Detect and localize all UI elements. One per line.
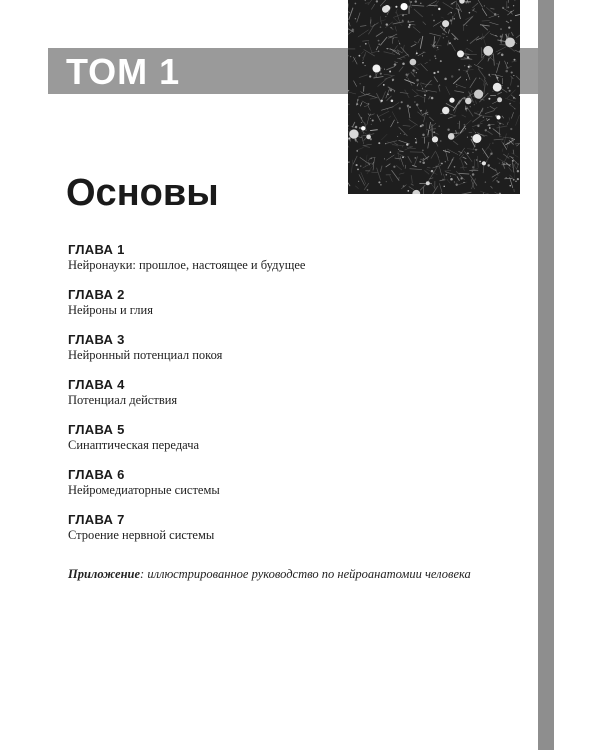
appendix-label: Приложение <box>68 567 141 581</box>
part-title: Основы <box>66 172 219 214</box>
chapter-title: Нейромедиаторные системы <box>68 483 220 497</box>
chapter-title: Потенциал действия <box>68 393 178 407</box>
chapter-title: Нейроны и глия <box>68 303 153 317</box>
chapter-label: ГЛАВА 7 <box>68 512 125 527</box>
chapter-label: ГЛАВА 5 <box>68 422 125 437</box>
chapter-item <box>68 332 528 377</box>
chapter-label: ГЛАВА 4 <box>68 377 125 392</box>
chapter-label: ГЛАВА 2 <box>68 287 125 302</box>
neuron-micrograph-image <box>348 0 520 194</box>
page-edge-bar <box>538 0 554 750</box>
volume-title: ТОМ 1 <box>66 51 181 92</box>
appendix-separator: : <box>140 567 148 581</box>
appendix-text: иллюстрированное руководство по нейроанатомии человека <box>147 567 471 581</box>
chapter-item <box>68 512 528 557</box>
chapter-item <box>68 467 528 512</box>
chapter-label: ГЛАВА 3 <box>68 332 125 347</box>
chapter-item <box>68 242 528 287</box>
chapter-item <box>68 287 528 332</box>
chapter-label: ГЛАВА 1 <box>68 242 125 257</box>
chapter-title: Строение нервной системы <box>68 528 215 542</box>
chapter-item <box>68 422 528 467</box>
chapter-item <box>68 377 528 422</box>
chapter-title: Нейронный потенциал покоя <box>68 348 223 362</box>
chapter-label: ГЛАВА 6 <box>68 467 125 482</box>
appendix-note <box>68 566 528 582</box>
chapter-title: Нейронауки: прошлое, настоящее и будущее <box>68 258 306 272</box>
chapter-list <box>68 242 528 557</box>
chapter-title: Синаптическая передача <box>68 438 200 452</box>
